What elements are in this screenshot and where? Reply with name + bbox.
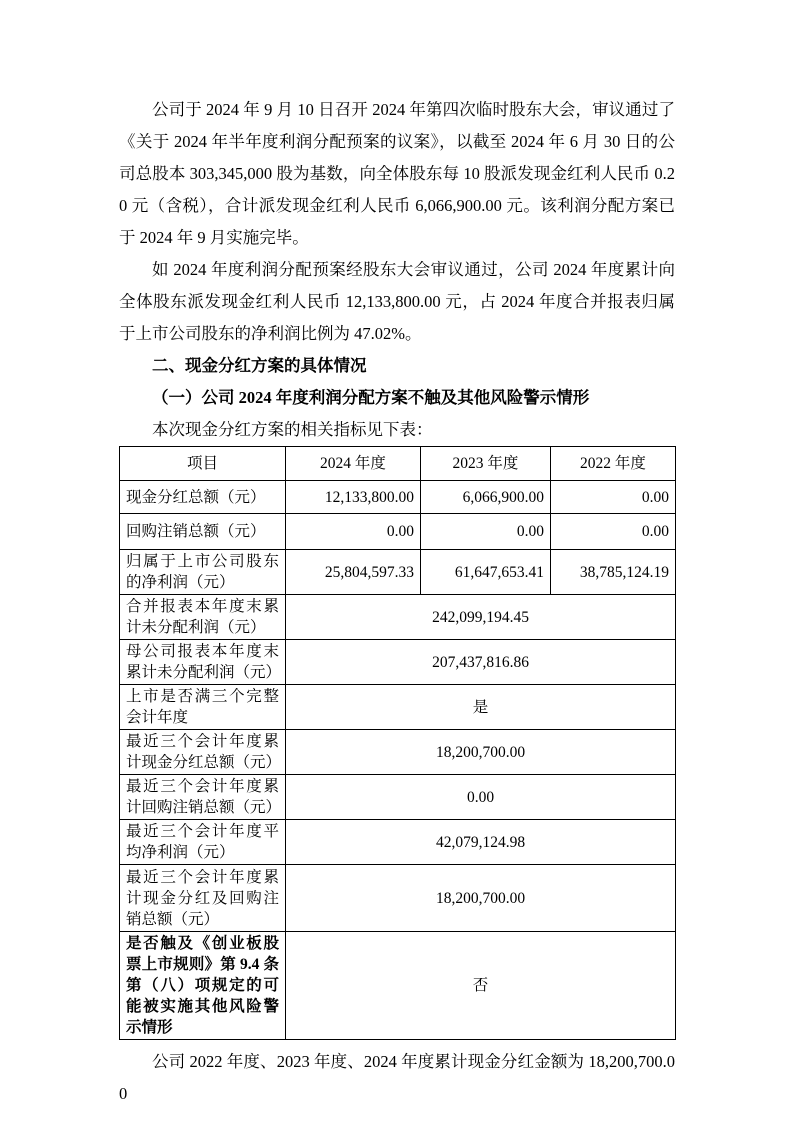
table-intro: 本次现金分红方案的相关指标见下表： bbox=[152, 420, 433, 439]
col-header-2023: 2023 年度 bbox=[421, 447, 551, 481]
dividend-indicator-table bbox=[119, 446, 676, 1040]
row-value-merged: 是 bbox=[286, 685, 676, 730]
row-risk-warning-trigger bbox=[120, 932, 676, 1040]
row-value-2024: 0.00 bbox=[286, 514, 421, 550]
row-value-2023: 0.00 bbox=[421, 514, 551, 550]
page-content bbox=[119, 94, 675, 1110]
paragraph-interim-dividend: 公司于 2024 年 9 月 10 日召开 2024 年第四次临时股东大会，审议通过了《关于 2024 年半年度利润分配预案的议案》，以截至 2024 年 6 月 30 日的公司总股本 303,345,000 股为基数，向全体股东每 10 股派发现金红利人民币 0.20 元（含税），合计派发现金红利人民币 6,066,900.00 元。该利润分配方案已于 2024 年 9 月实施完毕。 bbox=[119, 100, 675, 247]
row-value-merged: 否 bbox=[286, 932, 676, 1040]
paragraph-annual-dividend-plan: 如 2024 年度利润分配预案经股东大会审议通过，公司 2024 年度累计向全体股东派发现金红利人民币 12,133,800.00 元，占 2024 年度合并报表归属于上市公司股东的净利润比例为 47.02%。 bbox=[119, 260, 675, 343]
row-listed-three-full-years bbox=[120, 685, 676, 730]
row-label: 母公司报表本年度末累计未分配利润（元） bbox=[120, 640, 286, 685]
subsection-heading: （一）公司 2024 年度利润分配方案不触及其他风险警示情形 bbox=[152, 388, 590, 407]
row-label: 是否触及《创业板股票上市规则》第 9.4 条第（八）项规定的可能被实施其他风险警示情形 bbox=[120, 932, 286, 1040]
row-value-2023: 61,647,653.41 bbox=[421, 550, 551, 595]
row-label: 现金分红总额（元） bbox=[120, 481, 286, 514]
row-label: 回购注销总额（元） bbox=[120, 514, 286, 550]
row-value-merged: 0.00 bbox=[286, 775, 676, 820]
col-header-2024: 2024 年度 bbox=[286, 447, 421, 481]
row-value-merged: 18,200,700.00 bbox=[286, 730, 676, 775]
row-label: 最近三个会计年度累计现金分红总额（元） bbox=[120, 730, 286, 775]
row-repurchase-cancel-total bbox=[120, 514, 676, 550]
row-3yr-average-net-profit bbox=[120, 820, 676, 865]
row-label: 归属于上市公司股东的净利润（元） bbox=[120, 550, 286, 595]
row-label: 最近三个会计年度累计回购注销总额（元） bbox=[120, 775, 286, 820]
row-value-merged: 242,099,194.45 bbox=[286, 595, 676, 640]
row-3yr-dividend-and-repurchase-total bbox=[120, 865, 676, 932]
row-value-2023: 6,066,900.00 bbox=[421, 481, 551, 514]
row-value-merged: 42,079,124.98 bbox=[286, 820, 676, 865]
row-net-profit-attributable bbox=[120, 550, 676, 595]
row-3yr-repurchase-cancel-total bbox=[120, 775, 676, 820]
row-label: 上市是否满三个完整会计年度 bbox=[120, 685, 286, 730]
row-value-2024: 25,804,597.33 bbox=[286, 550, 421, 595]
row-3yr-cash-dividend-total bbox=[120, 730, 676, 775]
row-value-2022: 0.00 bbox=[551, 514, 676, 550]
row-consolidated-undistributed-profit bbox=[120, 595, 676, 640]
row-value-merged: 18,200,700.00 bbox=[286, 865, 676, 932]
row-value-merged: 207,437,816.86 bbox=[286, 640, 676, 685]
row-value-2022: 38,785,124.19 bbox=[551, 550, 676, 595]
table-header-row bbox=[120, 447, 676, 481]
row-label: 最近三个会计年度平均净利润（元） bbox=[120, 820, 286, 865]
row-cash-dividend-total bbox=[120, 481, 676, 514]
col-header-item: 项目 bbox=[120, 447, 286, 481]
row-value-2022: 0.00 bbox=[551, 481, 676, 514]
row-parent-undistributed-profit bbox=[120, 640, 676, 685]
section-heading: 二、现金分红方案的具体情况 bbox=[152, 356, 367, 375]
row-value-2024: 12,133,800.00 bbox=[286, 481, 421, 514]
closing-paragraph: 公司 2022 年度、2023 年度、2024 年度累计现金分红金额为 18,200,700.00 bbox=[119, 1052, 675, 1103]
row-label: 合并报表本年度末累计未分配利润（元） bbox=[120, 595, 286, 640]
row-label: 最近三个会计年度累计现金分红及回购注销总额（元） bbox=[120, 865, 286, 932]
col-header-2022: 2022 年度 bbox=[551, 447, 676, 481]
